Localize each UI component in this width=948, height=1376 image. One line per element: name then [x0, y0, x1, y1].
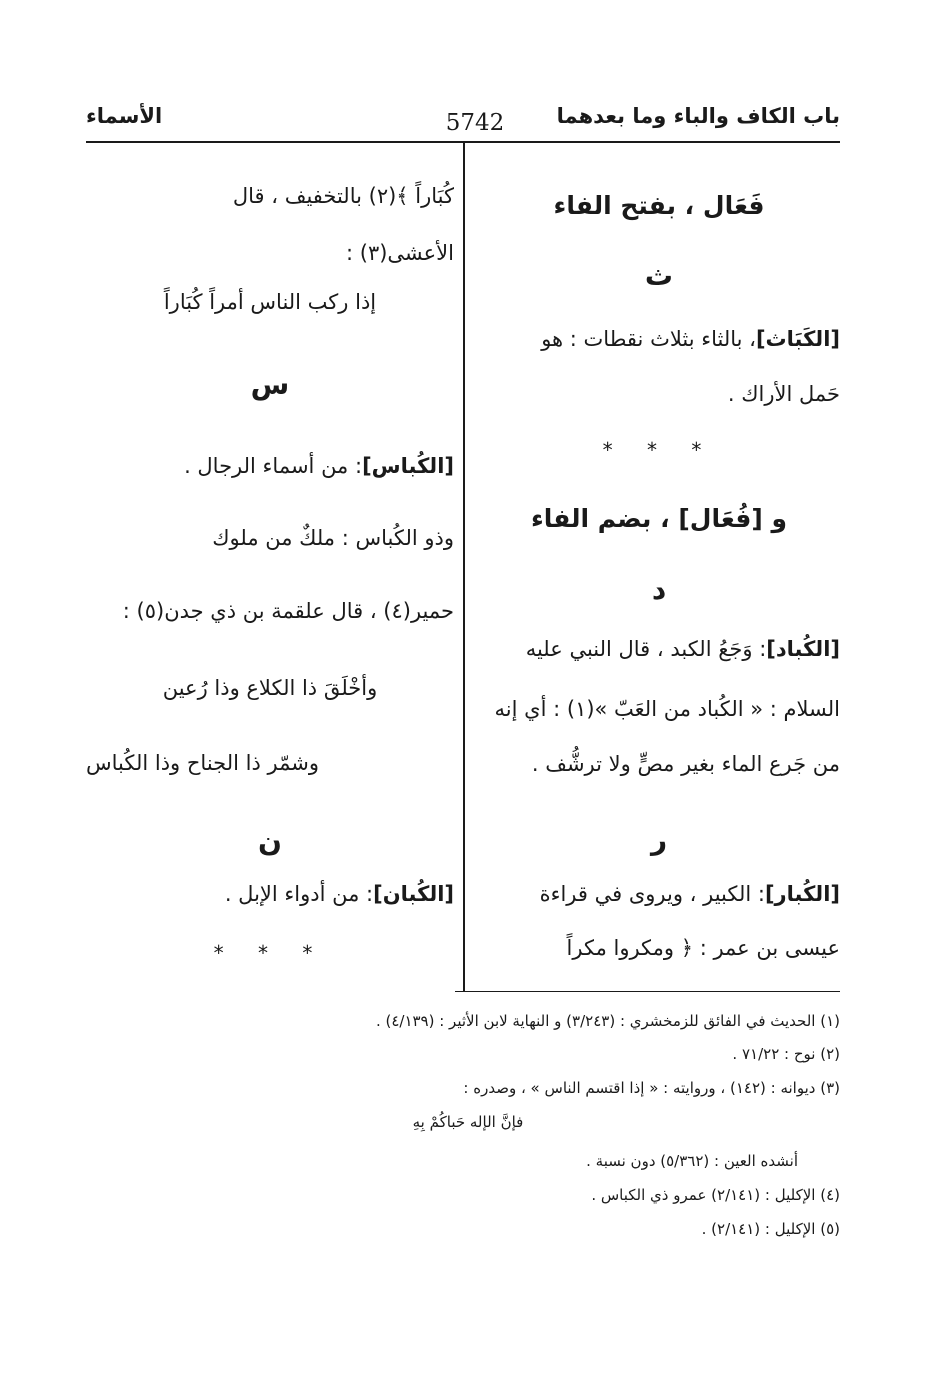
- continuation-line1: كُبَاراً ﴾(٢) بالتخفيف ، قال: [232, 184, 454, 208]
- entry-dhu-kubas-line2: حمير(٤) ، قال علقمة بن ذي جدن(٥) :: [122, 599, 454, 623]
- footnote-4: (٤) الإكليل : (٢/١٤١) عمرو ذي الكباس .: [591, 1186, 840, 1204]
- entry-kubad-line2: السلام : « الكُباد من العَبّ »(١) : أي إنه: [494, 697, 840, 721]
- letter-heading-tha: ث: [644, 259, 674, 292]
- entry-kubath-line2: حَمل الأراك .: [727, 382, 840, 406]
- entry-term: [الكُباد]: [766, 637, 840, 661]
- column-divider: [463, 143, 465, 991]
- letter-heading-sin: س: [250, 368, 290, 401]
- entry-term: [الكَبَاث]: [755, 327, 840, 351]
- section-separator-stars: * * *: [213, 941, 327, 965]
- footnote-3-note: أنشده العين : (٥/٣٦٢) دون نسبة .: [586, 1152, 798, 1170]
- entry-text: : من أدواء الإبل .: [224, 882, 374, 906]
- footnote-3-verse: فإنَّ الإله حَباكُمْ بِهِ: [412, 1113, 524, 1131]
- footnote-2: (٢) نوح : ٧١/٢٢ .: [732, 1045, 840, 1063]
- running-title-right: باب الكاف والباء وما بعدهما: [556, 104, 840, 128]
- continuation-line2: الأعشى(٣) :: [345, 241, 454, 265]
- running-title-left: الأسماء: [86, 104, 163, 128]
- page-number: 5742: [445, 110, 505, 136]
- entry-kubad-line3: من جَرع الماء بغير مصٍّ ولا ترشُّف .: [531, 752, 840, 776]
- verse-line: إذا ركب الناس أمراً كُبَاراً: [163, 290, 377, 314]
- entry-kubas: [86, 453, 454, 480]
- entry-term: [الكُبان]: [373, 882, 454, 906]
- footnote-5: (٥) الإكليل : (٢/١٤١) .: [701, 1220, 840, 1238]
- section-separator-stars: * * *: [602, 438, 716, 462]
- verse-line: وأخْلَقَ ذا الكلاع وذا رُعين: [162, 676, 378, 700]
- section-heading-fathat-al-fa: فَعَال ، بفتح الفاء: [553, 191, 765, 220]
- entry-term: [الكُباس]: [362, 454, 454, 478]
- entry-kubath-line1: [478, 326, 840, 353]
- verse-line: وشمّر ذا الجناح وذا الكُباس: [86, 751, 319, 775]
- entry-kubad-line1: [478, 636, 840, 663]
- entry-term: [الكُبار]: [764, 882, 840, 906]
- entry-text: : وَجَعُ الكبد ، قال النبي عليه: [525, 637, 767, 661]
- entry-text: ، بالثاء بثلاث نقطات : هو: [541, 327, 756, 351]
- letter-heading-dal: د: [651, 573, 667, 606]
- footnote-3: (٣) ديوانه : (١٤٢) ، وروايته : « إذا اقتسم الناس » ، وصدره :: [463, 1079, 840, 1097]
- section-heading-dammat-al-fa: و [فُعَال] ، بضم الفاء: [530, 504, 787, 533]
- entry-kubar-line1: [478, 881, 840, 908]
- entry-kuban: [86, 881, 454, 908]
- entry-text: : الكبير ، ويروى في قراءة: [539, 882, 765, 906]
- letter-heading-nun: ن: [258, 825, 282, 858]
- entry-text: : من أسماء الرجال .: [184, 454, 363, 478]
- letter-heading-ra: ر: [650, 823, 668, 856]
- footnote-rule: [455, 991, 840, 992]
- entry-dhu-kubas-line1: وذو الكُباس : ملكٌ من ملوك: [212, 526, 454, 550]
- footnote-1: (١) الحديث في الفائق للزمخشري : (٣/٢٤٣) و النهاية لابن الأثير : (٤/١٣٩) .: [375, 1012, 840, 1030]
- entry-kubar-line2: عيسى بن عمر : ﴿ ومكروا مكراً: [566, 936, 840, 960]
